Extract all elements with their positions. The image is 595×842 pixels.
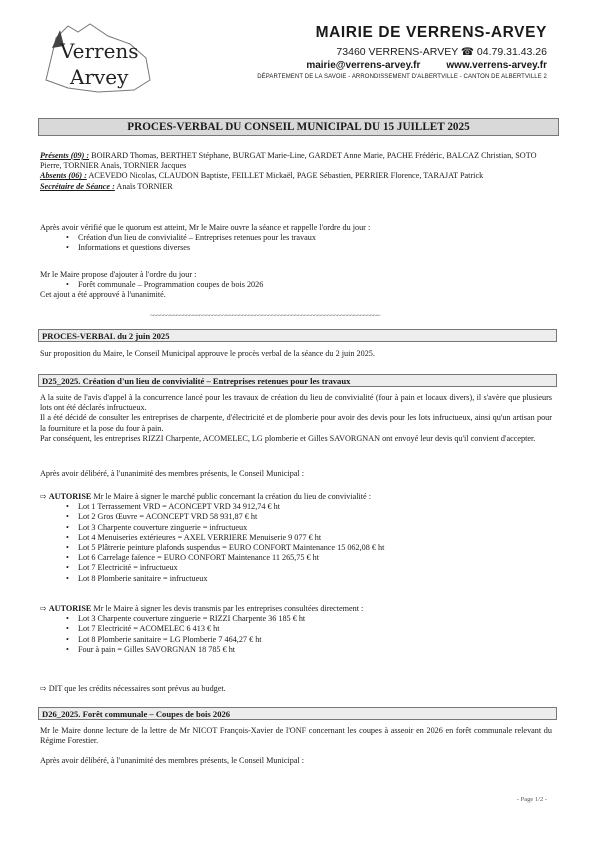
secretary-label: Secrétaire de Séance : xyxy=(40,181,115,191)
absent-text: ACEVEDO Nicolas, CLAUDON Baptiste, FEILLET Mickaël, PAGE Sébastien, PERRIER Florence, TARAJAT Patrick xyxy=(86,171,484,181)
mairie-address: 73460 VERRENS-ARVEY ☎ 04.79.31.43.26 xyxy=(336,46,547,58)
authorise-1-line xyxy=(40,492,552,502)
separator-line: ~~~~~~~~~~~~~~~~~~~~~~~~~~~~~~~~~~~~~~~~~~~~~~~~~~~~~~~~~~~~~~~~~~~~~~ xyxy=(150,312,381,320)
d25-paragraphs xyxy=(40,393,552,444)
authorise-1-label: AUTORISE xyxy=(48,492,92,501)
logo-text-2: Arvey xyxy=(70,65,129,89)
intro-block xyxy=(40,223,552,254)
add-proposal-text: Mr le Maire propose d'ajouter à l'ordre du jour : xyxy=(40,270,197,279)
authorise-2-label: AUTORISE xyxy=(48,604,92,613)
present-line xyxy=(40,151,552,171)
agenda-item: • Informations et questions diverses xyxy=(40,243,552,253)
add-block xyxy=(40,270,552,301)
d25-paragraph-3: Par conséquent, les entreprises RIZZI Charpente, ACOMELEC, LG plomberie et Gilles SAVORGNAN ont envoyé leur devis qu'il convient d'accepter. xyxy=(40,433,536,443)
arrow-right-icon: ⇨ xyxy=(40,684,47,693)
section-title-d26: D26_2025. Forêt communale – Coupes de bois 2026 xyxy=(38,707,557,720)
d26-deliberation: Après avoir délibéré, à l'unanimité des membres présents, le Conseil Municipal : xyxy=(40,756,305,765)
d25-authorise-2 xyxy=(40,604,552,655)
d25-authorise-1 xyxy=(40,492,552,584)
authorise-1-text: Mr le Maire à signer le marché public concernant la création du lieu de convivialité : xyxy=(91,492,372,501)
section-title-d25: D25_2025. Création d'un lieu de convivialité – Entreprises retenues pour les travaux xyxy=(38,374,557,387)
lot-item: • Four à pain = Gilles SAVORGNAN 18 785 € ht xyxy=(40,645,552,655)
secretary-line xyxy=(40,182,552,192)
secretary-text: Anaïs TORNIER xyxy=(114,181,173,191)
lot-item: • Lot 6 Carrelage faïence = EURO CONFORT Maintenance 11 265,75 € ht xyxy=(40,553,552,563)
absent-label: Absents (06) : xyxy=(40,171,87,181)
commune-logo xyxy=(38,18,168,98)
lot-item: • Lot 7 Electricité = infructueux xyxy=(40,563,552,573)
dit-text: DIT que les crédits nécessaires sont prévus au budget. xyxy=(48,684,226,693)
section-title-pv: PROCES-VERBAL du 2 juin 2025 xyxy=(38,329,557,342)
page-number: - Page 1/2 - xyxy=(516,796,547,803)
department-line: DÉPARTEMENT DE LA SAVOIE - ARRONDISSEMENT D'ALBERTVILLE - CANTON DE ALBERTVILLE 2 xyxy=(257,74,547,80)
lot-item: • Lot 4 Menuiseries extérieures = AXEL VERRIERE Menuiserie 9 077 € ht xyxy=(40,533,552,543)
authorise-2-line xyxy=(40,604,552,614)
d25-paragraph-1: A la suite de l'avis d'appel à la concurrence lancé pour les travaux de création du lieu de convivialité (four à pain et locaux divers), il s'avère que plusieurs lots ont été déclarés infructueux. xyxy=(40,393,552,413)
present-text: BOIRARD Thomas, BERTHET Stéphane, BURGAT Marie-Line, GARDET Anne Marie, PACHE Frédéric, BALCAZ Christian, SOTO Pierre, TORNIER Anaïs, TORNIER Jacques xyxy=(40,151,537,171)
d25-dit-line xyxy=(40,684,552,694)
agenda-item: • Création d'un lieu de convivialité – Entreprises retenues pour les travaux xyxy=(40,233,552,243)
attendance-block xyxy=(40,151,552,192)
document-title: PROCES-VERBAL DU CONSEIL MUNICIPAL DU 15 JUILLET 2025 xyxy=(38,118,559,136)
logo-mountain-icon xyxy=(38,18,168,98)
lot-item: • Lot 3 Charpente couverture zinguerie = RIZZI Charpente 36 185 € ht xyxy=(40,614,552,624)
section-pv-text: Sur proposition du Maire, le Conseil Municipal approuve le procès verbal de la séance du 2 juin 2025. xyxy=(40,349,375,358)
d25-deliberation: Après avoir délibéré, à l'unanimité des membres présents, le Conseil Municipal : xyxy=(40,469,305,478)
mairie-website: www.verrens-arvey.fr xyxy=(446,60,547,71)
lot-item: • Lot 3 Charpente couverture zinguerie = infructueux xyxy=(40,523,552,533)
absent-line xyxy=(40,171,552,181)
present-label: Présents (09) : xyxy=(40,151,90,160)
arrow-right-icon: ⇨ xyxy=(40,604,47,613)
mairie-email: mairie@verrens-arvey.fr xyxy=(306,60,421,71)
d26-paragraph-1: Mr le Maire donne lecture de la lettre de Mr NICOT François-Xavier de l'ONF concernant les coupes à asseoir en 2026 en forêt communale relevant du Régime Forestier. xyxy=(40,726,552,746)
add-item: • Forêt communale – Programmation coupes de bois 2026 xyxy=(40,280,552,290)
authorise-2-text: Mr le Maire à signer les devis transmis par les entreprises consultées directement : xyxy=(91,604,364,613)
lot-item: • Lot 1 Terrassement VRD = ACONCEPT VRD 34 912,74 € ht xyxy=(40,502,552,512)
lot-item: • Lot 2 Gros Œuvre = ACONCEPT VRD 58 931,87 € ht xyxy=(40,512,552,522)
lot-item: • Lot 7 Electricité = ACOMELEC 6 413 € ht xyxy=(40,624,552,634)
approved-text: Cet ajout a été approuvé à l'unanimité. xyxy=(40,290,166,300)
lot-item: • Lot 8 Plomberie sanitaire = infructueux xyxy=(40,574,552,584)
mairie-title: MAIRIE DE VERRENS-ARVEY xyxy=(315,24,547,41)
d25-paragraph-2: Il a été décidé de consulter les entreprises de charpente, d'électricité et de plomberie pour avoir des devis pour les lots infructueux, ainsi qu'un artisan pour la fourniture et la pose du four à pain. xyxy=(40,413,552,433)
logo-text-1: Verrens xyxy=(60,39,139,63)
lot-item: • Lot 8 Plomberie sanitaire = LG Plomberie 7 464,27 € ht xyxy=(40,635,552,645)
mairie-contact xyxy=(257,60,547,71)
lot-item: • Lot 5 Plâtrerie peinture plafonds suspendus = EURO CONFORT Maintenance 15 062,08 € ht xyxy=(40,543,552,553)
quorum-text: Après avoir vérifié que le quorum est atteint, Mr le Maire ouvre la séance et rappelle l'ordre du jour : xyxy=(40,223,371,232)
arrow-right-icon: ⇨ xyxy=(40,492,47,501)
mairie-header xyxy=(257,24,547,80)
